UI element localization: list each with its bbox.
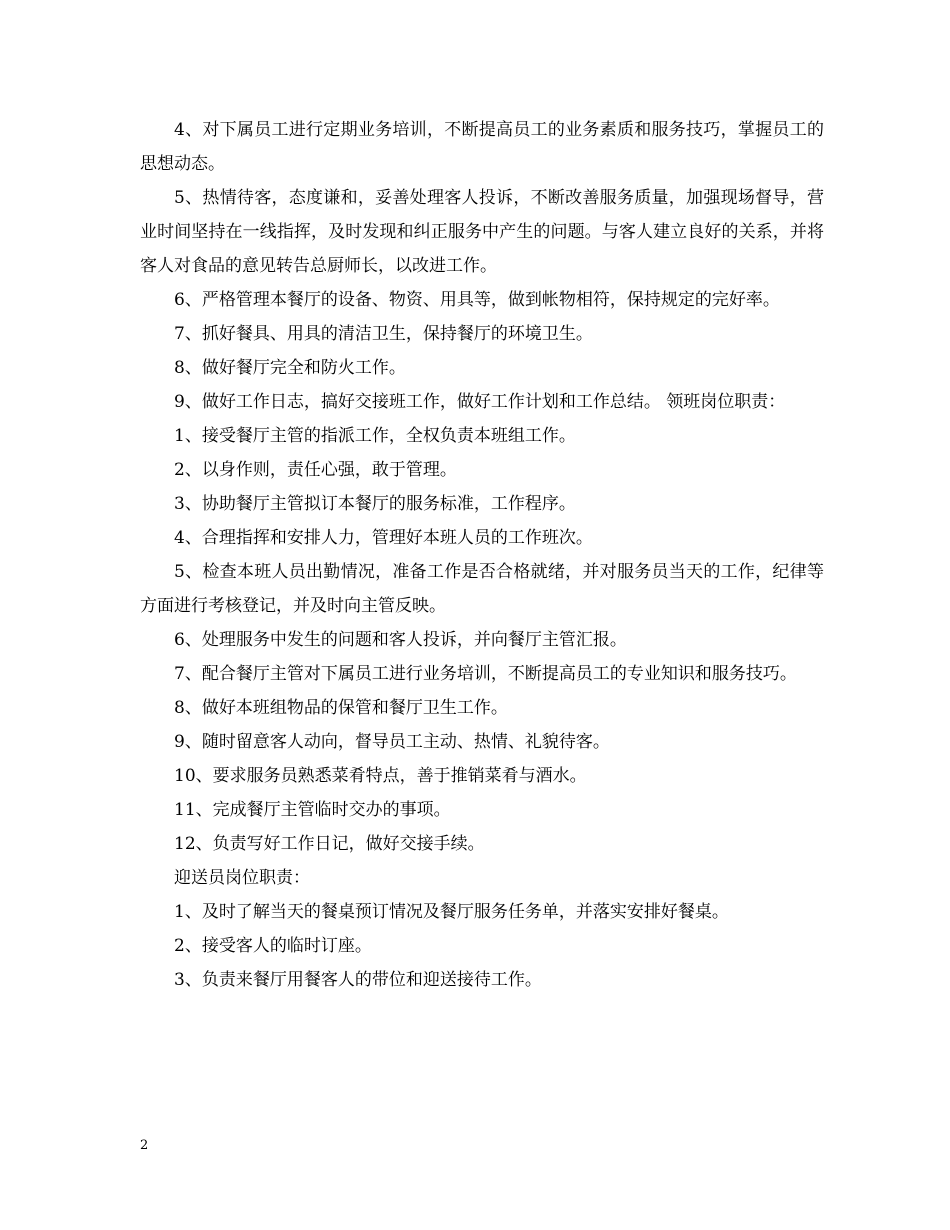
paragraph: 9、随时留意客人动向，督导员工主动、热情、礼貌待客。 [174, 732, 610, 752]
paragraph: 3、负责来餐厅用餐客人的带位和迎送接待工作。 [174, 970, 542, 990]
paragraph: 3、协助餐厅主管拟订本餐厅的服务标准，工作程序。 [174, 494, 576, 514]
paragraph: 1、接受餐厅主管的指派工作，全权负责本班组工作。 [174, 426, 576, 446]
paragraph: 4、合理指挥和安排人力，管理好本班人员的工作班次。 [174, 528, 593, 548]
paragraph: 6、严格管理本餐厅的设备、物资、用具等，做到帐物相符，保持规定的完好率。 [174, 290, 780, 310]
section-heading: 迎送员岗位职责： [174, 868, 310, 888]
paragraph: 7、抓好餐具、用具的清洁卫生，保持餐厅的环境卫生。 [174, 324, 593, 344]
paragraph: 1、及时了解当天的餐桌预订情况及餐厅服务任务单，并落实安排好餐桌。 [174, 902, 729, 922]
paragraph: 5、检查本班人员出勤情况，准备工作是否合格就绪，并对服务员当天的工作，纪律等方面进行考核登记，并及时向主管反映。 [140, 562, 824, 616]
paragraph: 8、做好本班组物品的保管和餐厅卫生工作。 [174, 698, 508, 718]
paragraph: 9、做好工作日志，搞好交接班工作，做好工作计划和工作总结。 领班岗位职责： [174, 392, 786, 412]
paragraph: 7、配合餐厅主管对下属员工进行业务培训，不断提高员工的专业知识和服务技巧。 [174, 664, 797, 684]
paragraph: 4、对下属员工进行定期业务培训，不断提高员工的业务素质和服务技巧，掌握员工的思想动态。 [140, 120, 824, 174]
paragraph: 10、要求服务员熟悉菜肴特点，善于推销菜肴与酒水。 [174, 766, 587, 786]
paragraph: 5、热情待客，态度谦和，妥善处理客人投诉，不断改善服务质量，加强现场督导，营业时间坚持在一线指挥，及时发现和纠正服务中产生的问题。与客人建立良好的关系，并将客人对食品的意见转告总厨师长，以改进工作。 [140, 188, 824, 276]
page-number: 2 [140, 1138, 149, 1153]
paragraph: 2、以身作则，责任心强，敢于管理。 [174, 460, 457, 480]
paragraph: 12、负责写好工作日记，做好交接手续。 [174, 834, 485, 854]
paragraph: 6、处理服务中发生的问题和客人投诉，并向餐厅主管汇报。 [174, 630, 627, 650]
paragraph: 11、完成餐厅主管临时交办的事项。 [174, 800, 451, 820]
paragraph: 8、做好餐厅完全和防火工作。 [174, 358, 406, 378]
document-body [140, 113, 824, 997]
paragraph: 2、接受客人的临时订座。 [174, 936, 372, 956]
